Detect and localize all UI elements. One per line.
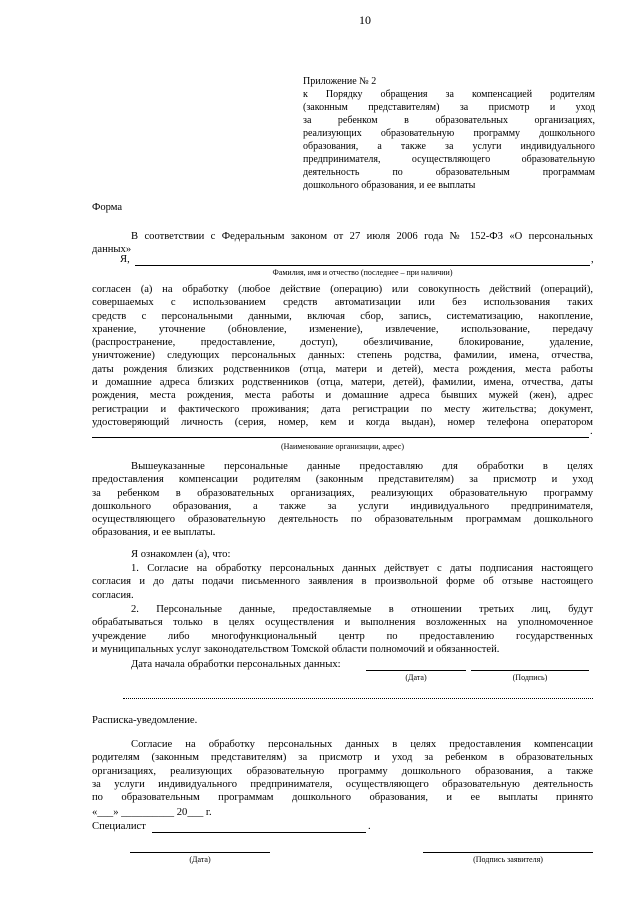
item-2-line: и муниципальных услуг законодательством Томской области полномочий и обязанностей. [92,643,500,655]
item-2 [92,603,593,656]
appendix-line: предпринимателя, осуществляющего образовательную [303,154,595,165]
name-fill-line[interactable] [135,265,590,266]
intro-line-2: данных» [92,244,132,255]
receipt-line: организациях, реализующих образовательную программу дошкольного образования, а также [92,765,593,777]
ya-label: Я, [120,254,130,265]
specialist-label: Специалист [92,821,146,832]
appendix-line: (законным представителям) за присмотр и уход [303,102,595,113]
page-number: 10 [359,13,371,27]
org-fill-line[interactable] [92,437,589,438]
appendix-line: за ребенком в образовательных организациях, [303,115,595,126]
receipt-line: Согласие на обработку персональных данных в целях предоставления компенсации [131,739,593,750]
consent-line: совершаемых с использованием средств автоматизации или без использования таких [92,297,593,309]
item-1 [92,562,593,602]
provide-line: за ребенком в образовательных организациях, реализующих образовательную программу [92,487,593,499]
consent-line: хранение, уточнение (обновление, изменение), извлечение, использование, передачу [92,323,593,335]
form-label: Форма [92,202,123,213]
consent-line: и домашние адреса близких родственников (отца, матери, детей), фамилии, имена, отчества, даты [92,377,593,389]
receipt-line: по образовательным программам дошкольного образования, и ее выплаты принято [92,792,593,804]
appendix-title: Приложение № 2 [303,76,377,87]
consent-line: даты рождения близких родственников (отца, матери и детей), места рождения, места работы [92,363,593,375]
provide-line: предоставления компенсации родителям (законным представителям) за присмотр и уход [92,474,593,486]
final-date-field[interactable] [130,852,270,853]
provide-line: осуществляющего образовательную деятельность по образовательным программам дошкольного [92,514,593,526]
final-date-caption: (Дата) [189,855,211,864]
intro-line-1: В соответствии с Федеральным законом от 27 июля 2006 года № 152-ФЗ «О персональных [131,231,593,242]
applicant-signature-field[interactable] [423,852,593,853]
date-caption: (Дата) [405,673,427,682]
specialist-end: . [368,821,371,832]
applicant-signature-caption: (Подпись заявителя) [473,855,543,864]
consent-line: согласен (а) на обработку (любое действие (операцию) или совокупность действий (операций), [92,284,593,295]
provide-line: Вышеуказанные персональные данные предоставляю для обработки в целях [131,461,593,472]
receipt-line: родителям (законным представителям) за присмотр и уход за ребенком в образовательных [92,752,593,764]
start-date-field[interactable] [366,670,466,671]
appendix-line: образования, а также за услуги индивидуального [303,141,595,152]
specialist-fill-line[interactable] [152,832,366,833]
signature-caption: (Подпись) [512,673,548,682]
start-signature-field[interactable] [471,670,589,671]
consent-line: регистрации и фактического проживания; дата регистрации по месту жительства; документ, [92,403,593,415]
consent-line: уничтожение) следующих персональных данных: степень родства, фамилии, имена, отчества, [92,350,593,362]
item-1-line: согласия и до даты подачи письменного заявления в произвольной форме об отзыве настоящего [92,576,593,588]
ya-end: , [591,254,594,265]
item-2-line: обрабатываться только в целях осуществления и выполнения возложенных на уполномоченное [92,617,593,629]
appendix-line: к Порядку обращения за компенсацией родителям [303,89,595,100]
item-2-line: 2. Персональные данные, предоставляемые в отношении третьих лиц, будут [131,604,593,615]
receipt-title: Расписка-уведомление. [92,715,198,726]
consent-line: (распространение, предоставление, доступ), обезличивание, блокирование, удаление, [92,337,593,349]
provide-line: дошкольного образования, а также за услуги индивидуального предпринимателя, [92,500,593,512]
consent-line: рождения, места рождения, места работы и домашние адреса бывших мужей (жен), адрес [92,390,593,402]
org-caption: (Наименование организации, адрес) [280,442,405,451]
cut-line [123,698,593,699]
consent-paragraph [92,283,593,429]
item-1-line: 1. Согласие на обработку персональных данных действует с даты подписания настоящего [131,563,593,574]
org-end: . [590,426,593,437]
item-2-line: учреждение либо многофункциональный центр по предоставлению государственных [92,630,593,642]
start-date-label: Дата начала обработки персональных данных: [131,659,341,670]
name-caption: Фамилия, имя и отчество (последнее – при наличии) [272,268,453,277]
appendix-block [303,75,595,192]
acknowledged-label: Я ознакомлен (а), что: [131,549,231,560]
provide-paragraph [92,460,593,540]
item-1-line: согласия. [92,589,134,601]
consent-line: средств с персональными данными, включая сбор, запись, систематизацию, накопление, [92,310,593,322]
provide-line: образования, и ее выплаты. [92,527,216,539]
appendix-line: реализующих образовательную программу дошкольного [303,128,595,139]
receipt-date[interactable]: «___» __________ 20___ г. [92,807,212,818]
receipt-line: за услуги индивидуального предпринимателя, осуществляющего образовательную деятельность [92,778,593,790]
appendix-line: дошкольного образования, и ее выплаты [303,180,476,191]
consent-line: удостоверяющий личность (серия, номер, кем и когда выдан), номер телефона оператором [92,416,593,428]
receipt-paragraph [92,738,593,804]
appendix-line: деятельность по образовательным программам [303,167,595,178]
